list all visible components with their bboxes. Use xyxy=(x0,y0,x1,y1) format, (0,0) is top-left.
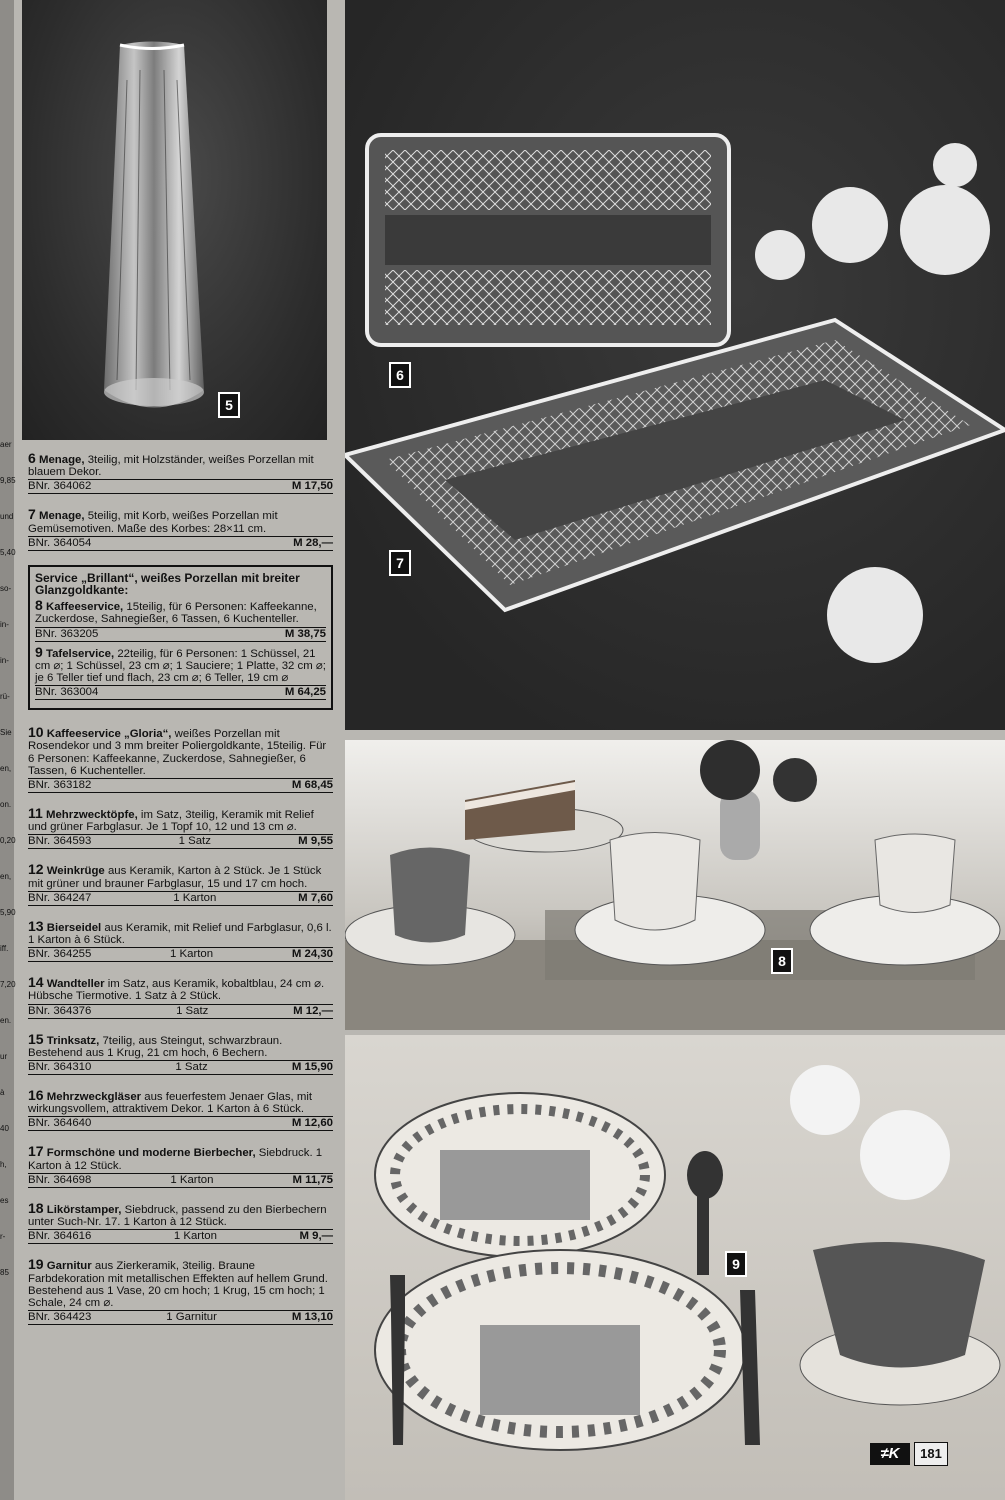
order-number: BNr. 363182 xyxy=(28,779,92,792)
order-quantity xyxy=(91,779,292,792)
glass-trays-photo xyxy=(345,0,1005,730)
photo-badge-7: 7 xyxy=(389,550,411,576)
product-number: 13 xyxy=(28,917,44,934)
product-name: Tafelservice, xyxy=(45,647,115,660)
order-quantity xyxy=(98,628,285,641)
order-line xyxy=(28,1229,333,1244)
service-brillant-box xyxy=(28,565,333,710)
margin-fragment: es xyxy=(0,1196,9,1205)
price: M 15,90 xyxy=(291,1061,333,1074)
product-item xyxy=(28,1030,333,1075)
price: M 24,30 xyxy=(291,948,333,961)
product-number: 7 xyxy=(28,506,36,523)
product-number: 10 xyxy=(28,724,44,741)
order-quantity: 1 Satz xyxy=(175,1061,208,1074)
product-item xyxy=(35,599,326,641)
product-name: Formschöne und moderne Bierbecher, xyxy=(46,1147,256,1160)
product-details: 5teilig, mit Korb, weißes Porzellan mit Gemüsemotiven. Maße des Korbes: 28×11 cm. xyxy=(28,510,278,535)
product-name: Menage, xyxy=(38,510,85,523)
product-number: 11 xyxy=(28,805,43,822)
product-details: im Satz, 3teilig, Keramik mit Relief und grüner Farbglasur. Je 1 Topf 10, 12 und 13 cm ⌀. xyxy=(28,809,314,834)
product-number: 16 xyxy=(28,1087,44,1104)
product-description xyxy=(28,1199,333,1229)
product-description xyxy=(28,807,333,833)
product-description xyxy=(28,1145,333,1171)
product-description xyxy=(28,863,333,889)
photo-badge-8: 8 xyxy=(771,948,793,974)
publisher-logo: ≠K xyxy=(870,1443,910,1465)
margin-fragment: en, xyxy=(0,872,12,881)
product-name: Mehrzweckgläser xyxy=(46,1091,142,1104)
order-line xyxy=(28,834,333,849)
order-number: BNr. 363004 xyxy=(35,686,99,699)
order-line xyxy=(28,778,333,793)
order-number: BNr. 364640 xyxy=(28,1117,92,1130)
margin-fragment: rü- xyxy=(0,692,10,701)
product-name: Mehrzwecktöpfe, xyxy=(45,809,138,822)
product-name: Garnitur xyxy=(46,1260,92,1273)
margin-fragments xyxy=(0,440,14,1304)
price: M 17,50 xyxy=(291,480,333,493)
product-number: 18 xyxy=(28,1199,44,1216)
order-line xyxy=(28,947,333,962)
margin-fragment: h, xyxy=(0,1160,7,1169)
order-quantity xyxy=(91,537,293,550)
product-item xyxy=(28,976,333,1018)
order-quantity: 1 Karton xyxy=(170,1173,214,1186)
product-item xyxy=(28,452,333,494)
margin-fragment: r- xyxy=(0,1232,6,1241)
order-quantity xyxy=(91,480,292,493)
margin-fragment: 9,85 xyxy=(0,476,16,485)
product-item xyxy=(28,1145,333,1187)
order-line xyxy=(28,1116,333,1131)
price: M 9,— xyxy=(299,1230,333,1243)
order-quantity xyxy=(98,686,285,699)
product-details: 22teilig, für 6 Personen: 1 Schüssel, 21 cm ⌀; 1 Schüssel, 23 cm ⌀; 1 Sauciere; 1 Platte, 32 cm ⌀; je 6 Teller tief und flach, 23 cm ⌀; 6 Teller, 19 cm ⌀ xyxy=(35,647,326,685)
margin-fragment: 85 xyxy=(0,1268,9,1277)
product-details: im Satz, aus Keramik, kobaltblau, 24 cm ⌀. Hübsche Tiermotive. 1 Satz à 2 Stück. xyxy=(28,978,325,1003)
order-number: BNr. 364593 xyxy=(28,835,92,848)
product-description xyxy=(28,1030,333,1059)
product-details: 3teilig, mit Holzständer, weißes Porzellan mit blauem Dekor. xyxy=(28,454,314,479)
product-details: Siebdruck. 1 Karton à 12 Stück. xyxy=(28,1147,323,1172)
product-name: Menage, xyxy=(38,454,85,466)
order-number: BNr. 364310 xyxy=(28,1061,92,1074)
order-line xyxy=(28,536,333,551)
margin-fragment: 5,90 xyxy=(0,908,16,917)
margin-fragment: in- xyxy=(0,620,9,629)
product-item xyxy=(28,863,333,905)
margin-fragment: iff. xyxy=(0,944,9,953)
product-description xyxy=(28,1089,333,1115)
price: M 64,25 xyxy=(284,686,326,699)
product-number: 6 xyxy=(28,450,36,466)
photo-badge-6: 6 xyxy=(389,362,411,388)
margin-fragment: aer xyxy=(0,440,12,449)
product-number: 12 xyxy=(28,861,44,878)
margin-fragment: 7,20 xyxy=(0,980,16,989)
product-name: Wandteller xyxy=(46,978,105,991)
order-line xyxy=(28,1004,333,1019)
product-details: aus Keramik, mit Relief und Farbglasur, 0,6 l. 1 Karton à 6 Stück. xyxy=(28,921,332,947)
margin-fragment: à xyxy=(0,1088,5,1097)
order-line xyxy=(35,685,326,700)
product-number: 14 xyxy=(28,974,44,991)
order-number: BNr. 364376 xyxy=(28,1004,92,1017)
product-description xyxy=(28,917,333,947)
price: M 12,— xyxy=(293,1004,333,1017)
order-number: BNr. 363205 xyxy=(35,627,99,640)
margin-fragment: und xyxy=(0,512,14,521)
product-item xyxy=(28,1199,333,1244)
price: M 12,60 xyxy=(291,1117,333,1130)
product-number: 8 xyxy=(35,597,43,614)
price: M 68,45 xyxy=(291,779,333,792)
order-line xyxy=(35,627,326,642)
price: M 13,10 xyxy=(291,1311,333,1324)
product-name: Kaffeeservice „Gloria“, xyxy=(46,728,172,741)
margin-fragment: en. xyxy=(0,1016,12,1025)
margin-fragment: 5,40 xyxy=(0,548,16,557)
order-line xyxy=(28,479,333,494)
order-line xyxy=(28,891,333,906)
product-item xyxy=(28,1258,333,1325)
order-quantity: 1 Satz xyxy=(176,1004,209,1017)
order-line xyxy=(28,1060,333,1075)
order-quantity: 1 Garnitur xyxy=(166,1311,217,1324)
order-number: BNr. 364616 xyxy=(28,1230,92,1243)
product-description xyxy=(28,508,333,534)
order-quantity: 1 Karton xyxy=(173,891,217,904)
order-quantity xyxy=(91,1117,292,1130)
product-details: weißes Porzellan mit Rosendekor und 3 mm breiter Poliergoldkante, 15teilig. Für 6 Personen: Kaffeekanne, Zuckerdose, Sahnegießer, 6 Tassen, 6 Kuchenteller. xyxy=(28,728,327,777)
price: M 9,55 xyxy=(298,835,333,848)
margin-fragment: on. xyxy=(0,800,12,809)
product-item xyxy=(28,917,333,962)
order-number: BNr. 364255 xyxy=(28,948,92,961)
price: M 7,60 xyxy=(298,891,333,904)
product-description xyxy=(28,726,333,777)
product-details: 7teilig, aus Steingut, schwarzbraun. Bestehend aus 1 Krug, 21 cm hoch, 6 Bechern. xyxy=(28,1034,283,1059)
page-number: 181 xyxy=(914,1442,948,1466)
product-list xyxy=(28,452,333,1339)
price: M 38,75 xyxy=(284,627,326,640)
product-item xyxy=(28,726,333,793)
product-description xyxy=(35,599,326,625)
margin-fragment: 40 xyxy=(0,1124,9,1133)
product-details: aus Keramik, Karton à 2 Stück. Je 1 Stück mit grüner und brauner Farbglasur, 15 und 17 cm hoch. xyxy=(28,865,322,890)
product-number: 15 xyxy=(28,1030,44,1047)
product-name: Trinksatz, xyxy=(46,1034,100,1047)
product-name: Bierseidel xyxy=(46,921,102,934)
order-number: BNr. 364247 xyxy=(28,891,92,904)
product-item xyxy=(28,1089,333,1131)
product-description xyxy=(28,452,333,478)
vase-photo xyxy=(22,0,327,440)
product-number: 19 xyxy=(28,1256,44,1273)
product-number: 17 xyxy=(28,1143,44,1160)
coffee-set-photo xyxy=(345,740,1005,1030)
photo-badge-5: 5 xyxy=(218,392,240,418)
photo-badge-9: 9 xyxy=(725,1251,747,1277)
product-item xyxy=(28,807,333,849)
product-description xyxy=(35,643,326,685)
margin-fragment: en, xyxy=(0,764,12,773)
order-number: BNr. 364054 xyxy=(28,536,92,549)
order-quantity: 1 Karton xyxy=(170,948,214,961)
order-number: BNr. 364062 xyxy=(28,480,92,493)
margin-fragment: Sie xyxy=(0,728,12,737)
box-heading: Service „Brillant“, weißes Porzellan mit breiter Glanzgoldkante: xyxy=(35,570,300,598)
order-number: BNr. 364698 xyxy=(28,1173,92,1186)
product-details: aus feuerfestem Jenaer Glas, mit wirkungsvollem, attraktivem Dekor. 1 Karton à 6 Stück. xyxy=(28,1091,313,1116)
margin-fragment: 0,20 xyxy=(0,836,16,845)
product-name: Likörstamper, xyxy=(46,1203,122,1216)
margin-fragment: ur xyxy=(0,1052,8,1061)
previous-page-edge xyxy=(0,0,14,1500)
product-name: Kaffeeservice, xyxy=(45,601,124,614)
product-description xyxy=(28,976,333,1002)
margin-fragment: so- xyxy=(0,584,12,593)
margin-fragment: in- xyxy=(0,656,9,665)
product-number: 9 xyxy=(35,643,43,660)
product-name: Weinkrüge xyxy=(46,865,105,878)
order-quantity: 1 Satz xyxy=(178,835,211,848)
product-item xyxy=(28,508,333,550)
product-details: aus Zierkeramik, 3teilig. Braune Farbdekoration mit metallischen Effekten auf hellem Grund. Bestehend aus 1 Vase, 20 cm hoch; 1 Krug, 15 cm hoch; 1 Schale, 24 cm ⌀. xyxy=(28,1260,328,1309)
product-details: Siebdruck, passend zu den Bierbechern unter Such-Nr. 17. 1 Karton à 12 Stück. xyxy=(28,1203,327,1229)
order-quantity: 1 Karton xyxy=(173,1230,217,1243)
price: M 11,75 xyxy=(292,1173,333,1186)
price: M 28,— xyxy=(293,536,333,549)
product-description xyxy=(28,1258,333,1309)
product-details: 15teilig, für 6 Personen: Kaffeekanne, Zuckerdose, Sahnegießer, 6 Tassen, 6 Kuchenteller. xyxy=(35,601,317,626)
product-item xyxy=(35,643,326,701)
order-line xyxy=(28,1173,333,1188)
page-footer xyxy=(870,1442,948,1466)
order-line xyxy=(28,1310,333,1325)
children-tableware-photo xyxy=(345,1035,1005,1500)
order-number: BNr. 364423 xyxy=(28,1311,92,1324)
